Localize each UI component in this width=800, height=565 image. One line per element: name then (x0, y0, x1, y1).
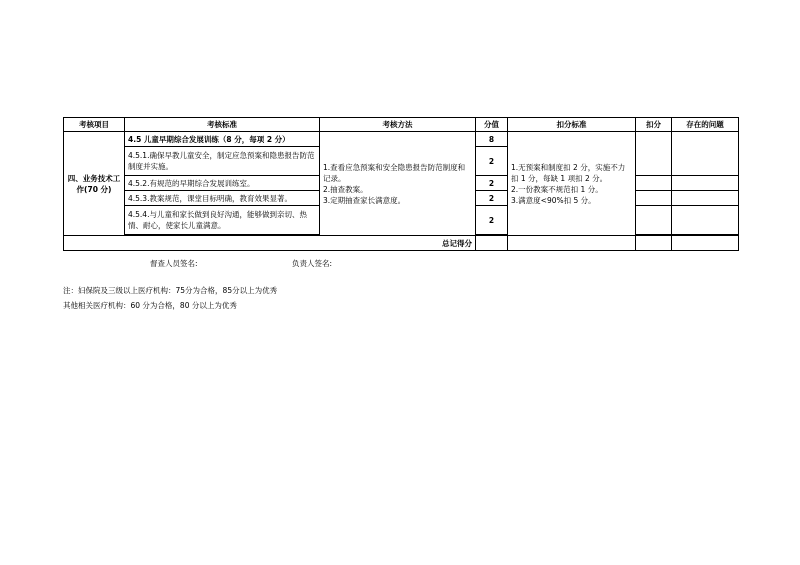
total-cell (672, 236, 739, 251)
method-cell (320, 132, 476, 236)
header-category: 考核项目 (64, 118, 125, 132)
deduction-cell (508, 132, 636, 236)
header-row (64, 118, 739, 132)
issues-input[interactable] (672, 176, 739, 191)
item-score: 2 (476, 147, 508, 176)
header-deduction: 扣分 (636, 118, 672, 132)
issues-input[interactable] (672, 206, 739, 235)
item-score: 2 (476, 176, 508, 191)
standard-item: 4.5.2.有规范的早期综合发展训练室。 (125, 176, 320, 191)
header-method: 考核方法 (320, 118, 476, 132)
item-score: 2 (476, 206, 508, 235)
total-cell (508, 236, 636, 251)
deduction-input[interactable] (636, 191, 672, 206)
responsible-signature: 负责人签名: (292, 259, 333, 268)
inspector-signature: 督查人员签名: (150, 259, 198, 268)
deduction-input[interactable] (636, 176, 672, 191)
method-line: 1.查看应急预案和安全隐患报告防范制度和记录。 (323, 162, 466, 183)
total-cell (636, 236, 672, 251)
deduction-input[interactable] (636, 132, 672, 176)
section-title: 4.5 儿童早期综合发展训练（8 分，每项 2 分） (125, 132, 320, 147)
section-score: 8 (476, 132, 508, 147)
section-row (64, 132, 739, 147)
standard-item: 4.5.3.教案规范，课堂目标明确，教育效果显著。 (125, 191, 320, 206)
item-score: 2 (476, 191, 508, 206)
method-line: 3.定期抽查家长满意度。 (323, 195, 406, 205)
deduction-line: 1.无预案和制度扣 2 分，实施不力扣 1 分，每缺 1 项扣 2 分。 (511, 162, 626, 183)
note-line: 其他相关医疗机构：60 分为合格，80 分以上为优秀 (63, 301, 237, 310)
total-score-input[interactable] (476, 236, 508, 251)
assessment-table (63, 117, 739, 251)
header-standard: 考核标准 (125, 118, 320, 132)
standard-item: 4.5.1.确保早教儿童安全，制定应急预案和隐患报告防范制度并实施。 (125, 147, 320, 176)
note-line: 注：妇保院及三级以上医疗机构：75分为合格，85分以上为优秀 (63, 286, 278, 295)
header-score: 分值 (476, 118, 508, 132)
category-cell: 四、业务技术工作(70 分) (64, 132, 125, 236)
deduction-line: 2.一份教案不规范扣 1 分。 (511, 184, 603, 194)
total-row (64, 236, 739, 251)
method-line: 2.抽查教案。 (323, 184, 368, 194)
standard-item: 4.5.4.与儿童和家长做到良好沟通，能够做到亲切、热情、耐心，使家长儿童满意。 (125, 206, 320, 235)
issues-input[interactable] (672, 132, 739, 176)
deduction-input[interactable] (636, 206, 672, 235)
header-deduction-standard: 扣分标准 (508, 118, 636, 132)
deduction-line: 3.满意度<90%扣 5 分。 (511, 195, 596, 205)
header-issues: 存在的问题 (672, 118, 739, 132)
issues-input[interactable] (672, 191, 739, 206)
total-label: 总记得分 (64, 236, 476, 251)
